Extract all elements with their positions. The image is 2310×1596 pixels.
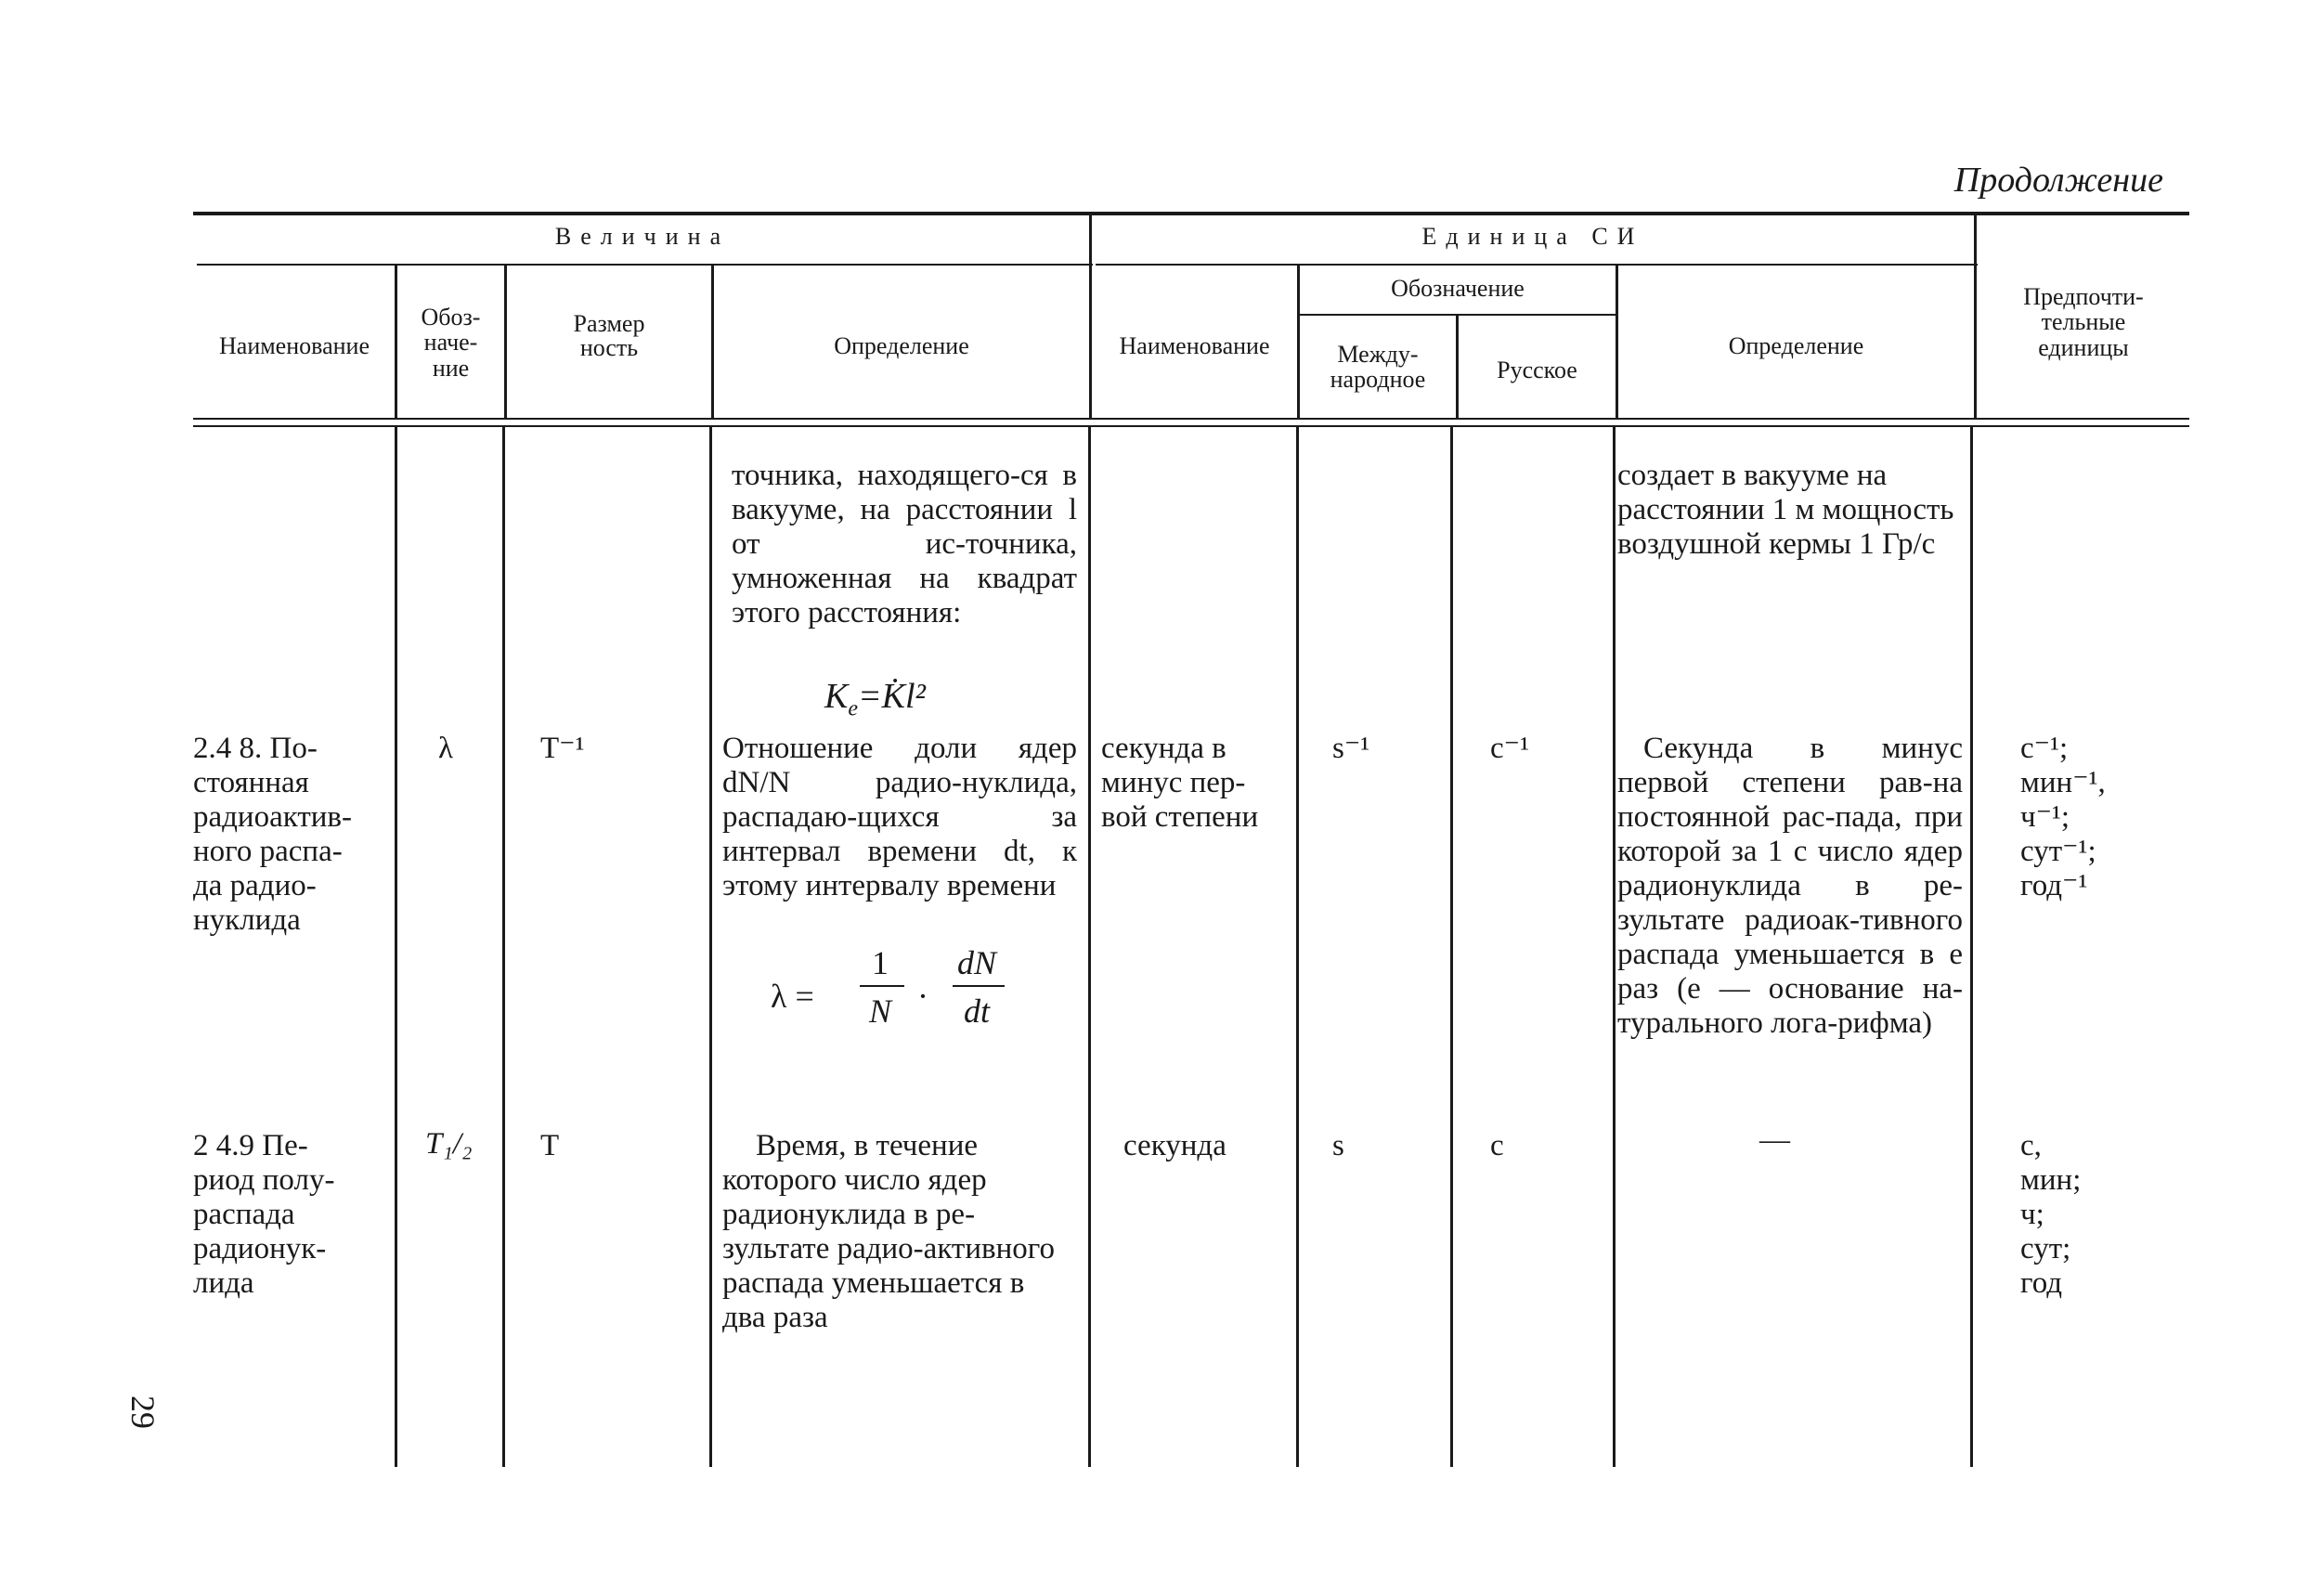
row-248-intl: s⁻¹ [1332, 732, 1370, 765]
row-249-symbol: T₁/₂ [425, 1127, 473, 1161]
header-quantity-definition: Определение [834, 332, 969, 359]
row-249-unit-name: секунда [1123, 1129, 1226, 1162]
row-248-formula [771, 943, 1068, 1045]
formula-bar-1 [860, 985, 904, 987]
row-248-unit-name: секунда в минус пер- вой степени [1101, 732, 1259, 834]
row-248-name: 2.4 8. По- стоянная радиоактив- ного распа- да радио- нуклида [193, 732, 352, 937]
body-vline-2 [502, 427, 505, 1467]
header-quantity-symbol: Обоз- наче- ние [421, 304, 481, 382]
body-vline-4 [1088, 427, 1091, 1467]
body-vline-8 [1970, 427, 1973, 1467]
row-249-preferred: с, мин; ч; сут; год [2020, 1129, 2082, 1300]
header-preferred-units: Предпочти- тельные единицы [2023, 283, 2144, 361]
body-vline-1 [395, 427, 397, 1467]
page-number: 29 [124, 1395, 162, 1429]
formula-dot: · [917, 978, 928, 1015]
continued-unit-definition: создает в вакууме на расстоянии 1 м мощность воздушной кермы 1 Гр/с [1617, 459, 1954, 561]
row-248-unit-definition: Секунда в минус первой степени рав-на постоянной рас-пада, при которой за 1 с число ядер радионуклида в ре-зультате радиоак-тивного распада уменьшается в е раз (е — основание на-турального лога-рифма) [1617, 732, 1963, 1040]
header-bottom-rule-2 [193, 425, 2189, 427]
formula-sub-e: e [848, 696, 859, 721]
header-designation-russian: Русское [1497, 357, 1577, 383]
row-249-intl: s [1332, 1129, 1344, 1162]
header-quantity-dimension: Размер ность [573, 310, 645, 361]
group-underline-si [1096, 264, 1978, 266]
continuation-label: Продолжение [1953, 161, 2163, 200]
formula-den-1: N [868, 993, 891, 1030]
row-249-rus: с [1490, 1129, 1504, 1162]
group-underline-quantity [197, 264, 1093, 266]
formula-k: K [824, 677, 849, 716]
header-bottom-rule-1 [193, 418, 2189, 420]
header-quantity-name: Наименование [219, 332, 370, 359]
formula-den-2: dt [963, 993, 990, 1030]
formula-num-2: dN [956, 944, 996, 981]
body-vline-3 [709, 427, 712, 1467]
body-vline-6 [1450, 427, 1453, 1467]
header-group-si-unit: Единица СИ [1421, 223, 1644, 250]
row-248-dimension: T⁻¹ [540, 732, 585, 765]
row-248-preferred: с⁻¹; мин⁻¹, ч⁻¹; сут⁻¹; год⁻¹ [2020, 732, 2106, 902]
body-vline-7 [1613, 427, 1616, 1467]
formula-lhs: λ = [771, 978, 814, 1015]
row-248-definition: Отношение доли ядер dN/N радио-нуклида, распадаю-щихся за интервал времени dt, к этому интервалу времени [722, 732, 1077, 902]
header-designation-international: Между- народное [1330, 341, 1426, 394]
row-249-dimension: T [540, 1129, 560, 1162]
header-unit-definition: Определение [1728, 332, 1864, 359]
header-group-quantity: Величина [554, 223, 731, 250]
table-top-rule [193, 212, 2189, 215]
row-249-unit-definition: — [1759, 1123, 1790, 1157]
row-249-name: 2 4.9 Пе- риод полу- распада радионук- лида [193, 1129, 335, 1300]
row-248-rus: с⁻¹ [1490, 732, 1529, 765]
continued-definition: точника, находящего-ся в вакууме, на расстоянии l от ис-точника, умноженная на квадрат этого расстояния: [732, 459, 1077, 629]
body-vline-5 [1296, 427, 1299, 1467]
header-unit-name: Наименование [1119, 332, 1270, 359]
designation-underline [1300, 314, 1617, 316]
row-248-symbol: λ [438, 732, 454, 765]
formula-num-1: 1 [872, 944, 889, 981]
formula-bar-2 [953, 985, 1005, 987]
formula-rhs: =K̇l² [858, 677, 926, 716]
header-designation-group: Обозначение [1391, 275, 1525, 302]
continued-formula [824, 676, 926, 722]
row-249-definition: Время, в течение которого число ядер радионуклида в ре-зультате радио-активного распада уменьшается в два раза [722, 1129, 1055, 1334]
